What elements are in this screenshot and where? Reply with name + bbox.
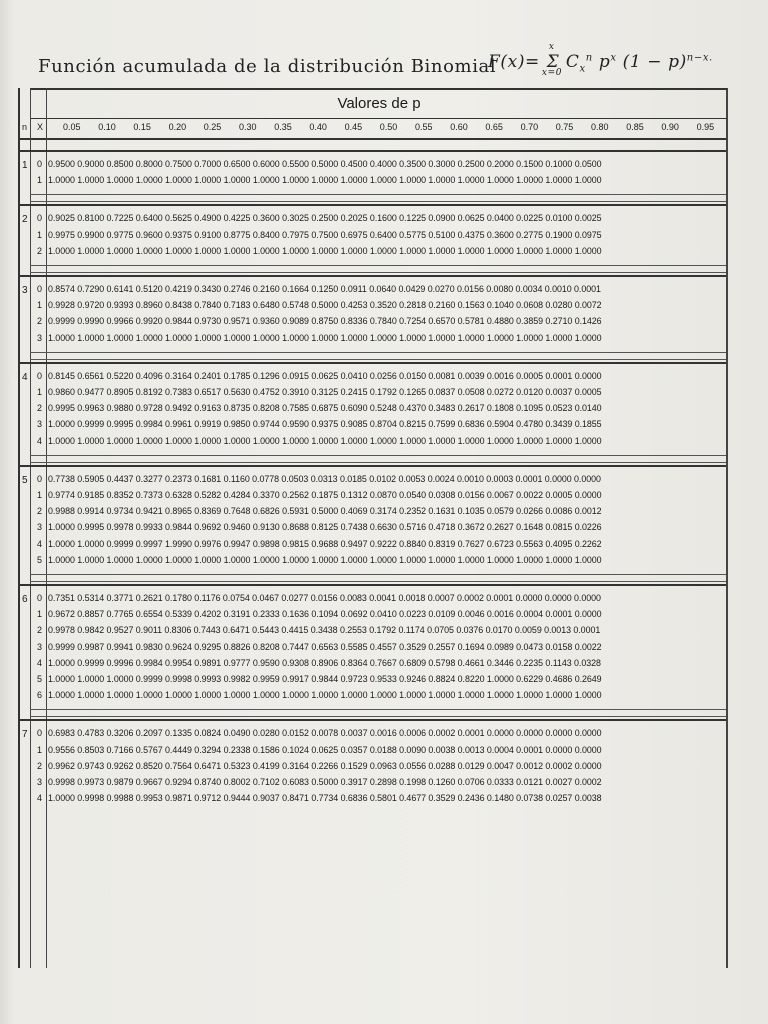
n-header: n	[22, 122, 28, 132]
x-value: 4	[37, 793, 43, 804]
table-row	[20, 537, 726, 553]
probability-values: 0.9975 0.9900 0.9775 0.9600 0.9375 0.9100 0.8775 0.8400 0.7975 0.7500 0.6975 0.6400 0.5775 0.5100 0.4375 0.3600 0.2775 0.1900 0.0975	[48, 229, 602, 240]
table-row	[20, 591, 726, 607]
probability-values: 0.9500 0.9000 0.8500 0.8000 0.7500 0.7000 0.6500 0.6000 0.5500 0.5000 0.4500 0.4000 0.3500 0.3000 0.2500 0.2000 0.1500 0.1000 0.0500	[48, 159, 602, 169]
probability-values: 1.0000 0.9999 0.9996 0.9984 0.9954 0.9891 0.9777 0.9590 0.9308 0.8906 0.8364 0.7667 0.6809 0.5798 0.4661 0.3446 0.2235 0.1143 0.0328	[48, 657, 601, 668]
x-value: 2	[37, 316, 43, 327]
table-row	[20, 282, 726, 298]
p-header: 0.85	[626, 122, 644, 132]
probability-values: 0.9998 0.9973 0.9879 0.9667 0.9294 0.8740 0.8002 0.7102 0.6083 0.5000 0.3917 0.2898 0.1998 0.1260 0.0706 0.0333 0.0121 0.0027 0.0002	[48, 776, 602, 787]
x-header: X	[37, 122, 44, 132]
table-row	[20, 504, 726, 520]
table-row	[20, 688, 726, 704]
x-value: 3	[37, 332, 43, 343]
p-header: 0.45	[344, 122, 363, 132]
x-value: 0	[37, 284, 43, 294]
probability-values: 0.9860 0.9477 0.8905 0.8192 0.7383 0.6517 0.5630 0.4752 0.3910 0.3125 0.2415 0.1792 0.1265 0.0837 0.0508 0.0272 0.0120 0.0037 0.0005	[48, 386, 602, 397]
table-row	[20, 672, 726, 688]
x-value: 1	[37, 229, 43, 240]
p-header: 0.55	[415, 122, 433, 132]
p-header: 0.20	[168, 122, 187, 132]
probability-values: 0.8574 0.7290 0.6141 0.5120 0.4219 0.3430 0.2746 0.2160 0.1664 0.1250 0.0911 0.0640 0.0429 0.0270 0.0156 0.0080 0.0034 0.0010 0.0001	[48, 284, 601, 294]
n-value: 5	[22, 474, 28, 486]
table-row	[20, 401, 726, 417]
table-row	[20, 488, 726, 504]
probability-values: 1.0000 0.9998 0.9988 0.9953 0.9871 0.9712 0.9444 0.9037 0.8471 0.7734 0.6836 0.5801 0.4677 0.3529 0.2436 0.1480 0.0738 0.0257 0.0038	[48, 793, 602, 804]
binomial-table	[18, 88, 728, 968]
block-separator	[30, 455, 726, 463]
table-row	[20, 607, 726, 623]
n-value: 2	[22, 214, 28, 226]
probability-values: 1.0000 1.0000 1.0000 1.0000 1.0000 1.0000 1.0000 1.0000 1.0000 1.0000 1.0000 1.0000 1.0000 1.0000 1.0000 1.0000 1.0000 1.0000 1.0000	[48, 554, 602, 565]
n-value: 3	[22, 285, 28, 296]
table-row	[20, 656, 726, 672]
n-block	[20, 150, 726, 194]
x-value: 1	[37, 175, 43, 186]
probability-values: 0.9999 0.9987 0.9941 0.9830 0.9624 0.9295 0.8826 0.8208 0.7447 0.6563 0.5585 0.4557 0.3529 0.2557 0.1694 0.0989 0.0473 0.0158 0.0022	[48, 641, 602, 652]
p-header: 0.05	[63, 122, 81, 132]
probability-values: 0.9962 0.9743 0.9262 0.8520 0.7564 0.6471 0.5323 0.4199 0.3164 0.2266 0.1529 0.0963 0.0556 0.0288 0.0129 0.0047 0.0012 0.0002 0.0000	[48, 760, 602, 771]
x-value: 2	[37, 506, 43, 517]
p-header: 0.30	[239, 122, 257, 132]
table-row	[20, 434, 726, 450]
table-row	[20, 791, 726, 807]
x-value: 6	[37, 690, 43, 701]
x-value: 1	[37, 386, 43, 397]
probability-values: 0.9556 0.8503 0.7166 0.5767 0.4449 0.3294 0.2338 0.1586 0.1024 0.0625 0.0357 0.0188 0.0090 0.0038 0.0013 0.0004 0.0001 0.0000 0.0000	[48, 744, 602, 755]
sum-lower: x=0	[541, 68, 563, 78]
probability-values: 1.0000 0.9995 0.9978 0.9933 0.9844 0.9692 0.9460 0.9130 0.8688 0.8125 0.7438 0.6630 0.5716 0.4718 0.3672 0.2627 0.1648 0.0815 0.0226	[48, 522, 602, 533]
probability-values: 0.8145 0.6561 0.5220 0.4096 0.3164 0.2401 0.1785 0.1296 0.0915 0.0625 0.0410 0.0256 0.0150 0.0081 0.0039 0.0016 0.0005 0.0001 0.0000	[48, 370, 602, 381]
block-separator	[30, 194, 726, 202]
probability-values: 0.9025 0.8100 0.7225 0.6400 0.5625 0.4900 0.4225 0.3600 0.3025 0.2500 0.2025 0.1600 0.1225 0.0900 0.0625 0.0400 0.0225 0.0100 0.0025	[48, 213, 602, 224]
n-block	[20, 719, 726, 812]
header-row	[20, 118, 726, 140]
probability-values: 0.9672 0.8857 0.7765 0.6554 0.5339 0.4202 0.3191 0.2333 0.1636 0.1094 0.0692 0.0410 0.0223 0.0109 0.0046 0.0016 0.0004 0.0001 0.0000	[48, 609, 602, 620]
p-sup: x	[610, 52, 617, 64]
title-formula: F(x)= x Σ x=0 $C_x^n$ $p^x$ $(1 - p)^{n-x.}$	[488, 42, 713, 78]
x-value: 0	[37, 473, 43, 484]
probability-values: 1.0000 0.9999 0.9995 0.9984 0.9961 0.9919 0.9850 0.9744 0.9590 0.9375 0.9085 0.8704 0.8215 0.7599 0.6836 0.5904 0.4780 0.3439 0.1855	[48, 419, 602, 430]
block-separator	[30, 709, 726, 717]
x-value: 2	[37, 625, 43, 636]
c-sup: n	[585, 52, 593, 64]
table-row	[20, 228, 726, 244]
table-row	[20, 623, 726, 639]
table-row	[20, 298, 726, 314]
p-header: 0.80	[591, 122, 609, 132]
table-row	[20, 553, 726, 569]
n-block	[20, 465, 726, 574]
table-row	[20, 331, 726, 347]
table-row	[20, 173, 726, 189]
x-value: 0	[37, 159, 43, 169]
x-value: 2	[37, 760, 43, 771]
block-separator	[30, 352, 726, 360]
p-header: 0.35	[274, 122, 292, 132]
probability-values: 0.9928 0.9720 0.9393 0.8960 0.8438 0.7840 0.7183 0.6480 0.5748 0.5000 0.4253 0.3520 0.2818 0.2160 0.1563 0.1040 0.0608 0.0280 0.0072	[48, 300, 602, 311]
x-value: 4	[37, 435, 43, 446]
table-row	[20, 743, 726, 759]
x-value: 1	[37, 609, 43, 620]
block-separator	[30, 265, 726, 273]
x-value: 2	[37, 245, 43, 256]
n-value: 4	[22, 371, 28, 383]
table-row	[20, 385, 726, 401]
probability-values: 1.0000 1.0000 1.0000 1.0000 1.0000 1.0000 1.0000 1.0000 1.0000 1.0000 1.0000 1.0000 1.0000 1.0000 1.0000 1.0000 1.0000 1.0000 1.0000	[48, 690, 602, 701]
probability-values: 0.9999 0.9990 0.9966 0.9920 0.9844 0.9730 0.9571 0.9360 0.9089 0.8750 0.8336 0.7840 0.7254 0.6570 0.5781 0.4880 0.3859 0.2710 0.1426	[48, 316, 602, 327]
probability-values: 0.9995 0.9963 0.9880 0.9728 0.9492 0.9163 0.8735 0.8208 0.7585 0.6875 0.6090 0.5248 0.4370 0.3483 0.2617 0.1808 0.1095 0.0523 0.0140	[48, 403, 602, 414]
table-row	[20, 369, 726, 385]
probability-values: 1.0000 1.0000 1.0000 1.0000 1.0000 1.0000 1.0000 1.0000 1.0000 1.0000 1.0000 1.0000 1.0000 1.0000 1.0000 1.0000 1.0000 1.0000 1.0000	[48, 245, 602, 256]
x-value: 0	[37, 370, 43, 381]
n-block	[20, 204, 726, 265]
x-value: 1	[37, 744, 43, 755]
table-row	[20, 640, 726, 656]
p-header: 0.90	[661, 122, 679, 132]
table-row	[20, 472, 726, 488]
x-value: 3	[37, 776, 43, 787]
table-row	[20, 520, 726, 536]
x-value: 3	[37, 641, 43, 652]
probability-values: 1.0000 1.0000 1.0000 1.0000 1.0000 1.0000 1.0000 1.0000 1.0000 1.0000 1.0000 1.0000 1.0000 1.0000 1.0000 1.0000 1.0000 1.0000 1.0000	[48, 332, 602, 343]
probability-values: 1.0000 1.0000 1.0000 1.0000 1.0000 1.0000 1.0000 1.0000 1.0000 1.0000 1.0000 1.0000 1.0000 1.0000 1.0000 1.0000 1.0000 1.0000 1.0000	[48, 435, 602, 446]
n-value: 6	[22, 594, 28, 605]
p-header: 0.60	[450, 122, 468, 132]
probability-values: 1.0000 1.0000 0.9999 0.9997 1.9990 0.9976 0.9947 0.9898 0.9815 0.9688 0.9497 0.9222 0.8840 0.8319 0.7627 0.6723 0.5563 0.4095 0.2262	[48, 538, 602, 549]
probability-values: 0.7738 0.5905 0.4437 0.3277 0.2373 0.1681 0.1160 0.0778 0.0503 0.0313 0.0185 0.0102 0.0053 0.0024 0.0010 0.0003 0.0001 0.0000 0.0000	[48, 473, 601, 484]
title-text: Función acumulada de la distribución Binomial	[38, 56, 497, 77]
sum-upper: x	[548, 42, 555, 52]
x-value: 4	[37, 538, 43, 549]
n-block	[20, 584, 726, 709]
probability-values: 0.9774 0.9185 0.8352 0.7373 0.6328 0.5282 0.4284 0.3370 0.2562 0.1875 0.1312 0.0870 0.0540 0.0308 0.0156 0.0067 0.0022 0.0005 0.0000	[48, 489, 602, 500]
p-header: 0.40	[309, 122, 327, 132]
x-value: 0	[37, 593, 43, 603]
x-value: 5	[37, 674, 43, 684]
x-value: 3	[37, 419, 43, 430]
n-block	[20, 362, 726, 455]
table-row	[20, 314, 726, 330]
n-value: 7	[22, 729, 28, 741]
page-title	[38, 42, 758, 90]
x-value: 2	[37, 403, 43, 414]
probability-values: 1.0000 1.0000 1.0000 1.0000 1.0000 1.0000 1.0000 1.0000 1.0000 1.0000 1.0000 1.0000 1.0000 1.0000 1.0000 1.0000 1.0000 1.0000 1.0000	[48, 175, 602, 186]
x-value: 0	[37, 728, 43, 739]
p-header: 0.65	[485, 122, 503, 132]
table-row	[20, 775, 726, 791]
x-value: 5	[37, 554, 43, 565]
header-title: Valores de p	[30, 88, 727, 119]
exponent: n−x.	[686, 52, 713, 64]
table-row	[20, 211, 726, 227]
p-header: 0.25	[203, 122, 222, 132]
block-separator	[30, 574, 726, 582]
x-value: 3	[37, 522, 43, 533]
table-row	[20, 244, 726, 260]
probability-values: 0.6983 0.4783 0.3206 0.2097 0.1335 0.0824 0.0490 0.0280 0.0152 0.0078 0.0037 0.0016 0.0006 0.0002 0.0001 0.0000 0.0000 0.0000 0.0000	[48, 728, 602, 739]
p-header: 0.75	[555, 122, 574, 132]
c-sub: x	[579, 63, 586, 75]
table-row	[20, 759, 726, 775]
x-value: 4	[37, 657, 43, 668]
x-value: 1	[37, 300, 43, 311]
probability-values: 0.9988 0.9914 0.9734 0.9421 0.8965 0.8369 0.7648 0.6826 0.5931 0.5000 0.4069 0.3174 0.2352 0.1631 0.1035 0.0579 0.0266 0.0086 0.0012	[48, 506, 602, 517]
x-value: 1	[37, 489, 43, 500]
x-value: 0	[37, 213, 43, 224]
table-row	[20, 417, 726, 433]
probability-values: 0.9978 0.9842 0.9527 0.9011 0.8306 0.7443 0.6471 0.5443 0.4415 0.3438 0.2553 0.1792 0.1174 0.0705 0.0376 0.0170 0.0059 0.0013 0.0001	[48, 625, 601, 636]
probability-values: 1.0000 1.0000 1.0000 0.9999 0.9998 0.9993 0.9982 0.9959 0.9917 0.9844 0.9723 0.9533 0.9246 0.8824 0.8220 1.0000 0.6229 0.4686 0.2649	[48, 674, 602, 684]
probability-values: 0.7351 0.5314 0.3771 0.2621 0.1780 0.1176 0.0754 0.0467 0.0277 0.0156 0.0083 0.0041 0.0018 0.0007 0.0002 0.0001 0.0000 0.0000 0.0000	[48, 593, 601, 603]
p-header: 0.10	[98, 122, 116, 132]
table-row	[20, 726, 726, 742]
p-header: 0.15	[133, 122, 151, 132]
p-header: 0.50	[379, 122, 398, 132]
p-header: 0.70	[520, 122, 539, 132]
n-block	[20, 275, 726, 352]
table-row	[20, 157, 726, 173]
n-value: 1	[22, 160, 28, 171]
p-header: 0.95	[696, 122, 715, 132]
